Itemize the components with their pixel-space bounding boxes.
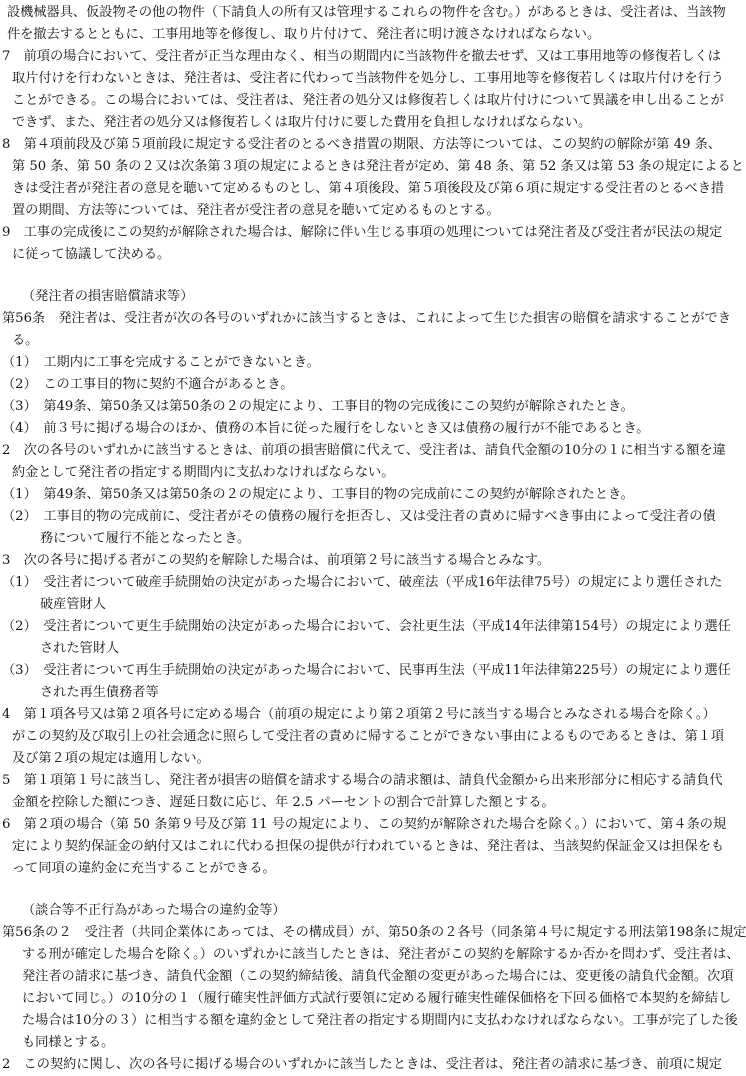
text-line: する刑が確定した場合を除く。）のいずれかに該当したときは、発注者がこの契約を解除するか否かを問わず、受注者は、	[22, 947, 740, 962]
text-line: 破産管財人	[40, 597, 106, 612]
text-line: （2） 工事目的物の完成前に、受注者がその債務の履行を拒否し、又は受注者の責めに帰すべき事由によって受注者の債	[2, 509, 716, 524]
text-line: 第 50 条、第 50 条の２又は次条第３項の規定によるときは発注者が定め、第 48 条、第 52 条又は第 53 条の規定によると	[12, 159, 744, 174]
text-line: （1） 受注者について破産手続開始の決定があった場合において、破産法（平成16年法律75号）の規定により選任された	[2, 575, 723, 590]
text-line: 発注者の請求に基づき、請負代金額（この契約締結後、請負代金額の変更があった場合には、変更後の請負代金額。次項	[22, 969, 734, 984]
text-line: において同じ。）の10分の１（履行確実性評価方式試行要領に定める履行確実性確保価格を下回る価格で本契約を締結し	[22, 991, 732, 1006]
text-line: 約金として発注者の指定する期間内に支払わなければならない。	[12, 465, 395, 480]
text-line: （2） この工事目的物に契約不適合があるとき。	[2, 377, 294, 392]
text-line: 設機械器具、仮設物その他の物件（下請負人の所有又は管理するこれらの物件を含む。）があるときは、受注者は、当該物	[7, 5, 726, 20]
text-line: 取片付けを行わないときは、発注者は、受注者に代わって当該物件を処分し、工事用地等を修復若しくは取片付けを行う	[12, 71, 724, 86]
text-line: 8 第４項前段及び第５項前段に規定する受注者のとるべき措置の期限、方法等については、この契約の解除が第 49 条、	[2, 137, 722, 152]
text-line: 2 この契約に関し、次の各号に掲げる場合のいずれかに該当したときは、受注者は、発注者の請求に基づき、前項に規定	[2, 1057, 722, 1072]
text-line: 第56条の２ 受注者（共同企業体にあっては、その構成員）が、第50条の２各号（同条第４号に規定する刑法第198条に規定	[2, 925, 746, 940]
text-line: 7 前項の場合において、受注者が正当な理由なく、相当の期間内に当該物件を撤去せず、又は工事用地等の修復若しくは	[2, 49, 721, 64]
text-line: に従って協議して決める。	[12, 247, 171, 262]
text-line: た場合は10分の３）に相当する額を違約金として発注者の指定する期間内に支払わなければならない。工事が完了した後	[22, 1013, 738, 1028]
text-line: がこの契約及び取引上の社会通念に照らして受注者の責めに帰することができない事由によるものであるときは、第１項	[12, 729, 725, 744]
text-line: （1） 工期内に工事を完成することができないとき。	[2, 355, 320, 370]
text-line: （1） 第49条、第50条又は第50条の２の規定により、工事目的物の完成前にこの契約が解除されたとき。	[2, 487, 634, 502]
text-line: る。	[12, 333, 39, 348]
text-line: （2） 受注者について更生手続開始の決定があった場合において、会社更生法（平成14年法律第154号）の規定により選任	[2, 619, 731, 634]
text-line: 4 第１項各号又は第２項各号に定める場合（前項の規定により第２項第２号に該当する場合とみなされる場合を除く。）	[2, 707, 716, 722]
text-line: （3） 第49条、第50条又は第50条の２の規定により、工事目的物の完成後にこの契約が解除されたとき。	[2, 399, 634, 414]
text-line: 及び第２項の規定は適用しない。	[12, 751, 210, 766]
text-line: 6 第２項の場合（第 50 条第９号及び第 11 号の規定により、この契約が解除された場合を除く。）において、第４条の規	[2, 817, 727, 832]
text-line: 定により契約保証金の納付又はこれに代わる担保の提供が行われているときは、発注者は、当該契約保証金又は担保をも	[12, 839, 725, 854]
text-line: 置の期間、方法等については、発注者が受注者の意見を聴いて定めるものとする。	[12, 203, 500, 218]
text-line: ことができる。この場合においては、受注者は、発注者の処分又は修復若しくは取片付けについて異議を申し出ることが	[12, 93, 724, 108]
text-line: できず、また、発注者の処分又は修復若しくは取片付けに要した費用を負担しなければならない。	[12, 115, 592, 130]
text-line: 金額を控除した額につき、遅延日数に応じ、年 2.5 パーセントの割合で計算した額とする。	[12, 795, 555, 810]
text-line: きは受注者が発注者の意見を聴いて定めるものとし、第４項後段、第５項後段及び第６項に規定する受注者のとるべき措	[12, 181, 725, 196]
text-line: も同様とする。	[22, 1035, 115, 1050]
text-line: 9 工事の完成後にこの契約が解除された場合は、解除に伴い生じる事項の処理については発注者及び受注者が民法の規定	[2, 225, 723, 240]
text-line: された管財人	[40, 641, 120, 656]
text-line: （発注者の損害賠償請求等）	[22, 289, 194, 304]
text-line: （4） 前３号に掲げる場合のほか、債務の本旨に従った履行をしないとき又は債務の履行が不能であるとき。	[2, 421, 650, 436]
text-line: 2 次の各号のいずれかに該当するときは、前項の損害賠償に代えて、受注者は、請負代金額の10分の１に相当する額を違	[2, 443, 726, 458]
text-line: 5 第１項第１号に該当し、発注者が損害の賠償を請求する場合の請求額は、請負代金額から出来形部分に相応する請負代	[2, 773, 723, 788]
text-line: （3） 受注者について再生手続開始の決定があった場合において、民事再生法（平成11年法律第225号）の規定により選任	[2, 663, 731, 678]
text-line: って同項の違約金に充当することができる。	[12, 861, 276, 876]
text-line: 第56条 発注者は、受注者が次の各号のいずれかに該当するときは、これによって生じた損害の賠償を請求することができ	[2, 311, 731, 326]
text-line: （談合等不正行為があった場合の違約金等）	[22, 903, 286, 918]
text-line: された再生債務者等	[40, 685, 159, 700]
text-line: 務について履行不能となったとき。	[40, 531, 251, 546]
text-line: 件を撤去するとともに、工事用地等を修復し、取り片付けて、発注者に明け渡さなければならない。	[7, 27, 601, 42]
text-line: 3 次の各号に掲げる者がこの契約を解除した場合は、前項第２号に該当する場合とみなす。	[2, 553, 551, 568]
